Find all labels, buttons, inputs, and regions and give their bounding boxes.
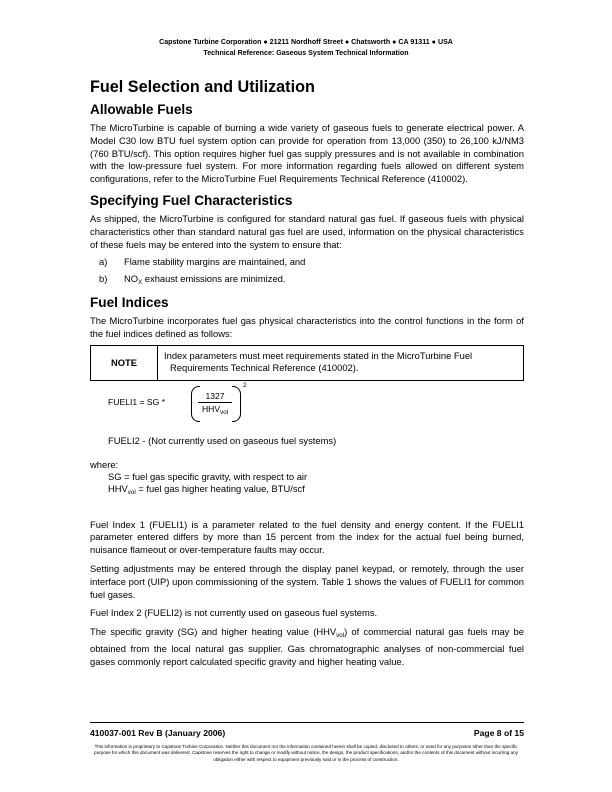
note-text: Index parameters must meet requirements stated in the MicroTurbine Fuel Requirements Technical Reference (410002).: [164, 349, 473, 373]
list-item: [90, 273, 524, 290]
fueli1-paragraph: Fuel Index 1 (FUELI1) is a parameter related to the fuel density and energy content. If the FUELI1 parameter entered differs by more than 15 percent from the index for the actual fuel being burned, nuisance flameout or over-temperature faults may occur.: [90, 518, 524, 556]
right-paren: [232, 386, 241, 422]
fuel-indices-paragraph: The MicroTurbine incorporates fuel gas physical characteristics into the control functions in the form of the fuel indices defined as follows:: [90, 314, 524, 339]
requirements-list: [90, 256, 524, 290]
header-subtitle: Technical Reference: Gaseous System Technical Information: [203, 49, 409, 57]
fueli1-equation: [90, 381, 524, 427]
list-text: Flame stability margins are maintained, and: [124, 256, 306, 268]
footer-page-number: Page 8 of 15: [473, 728, 524, 738]
footer-doc-id: 410037-001 Rev B (January 2006): [90, 728, 226, 738]
list-text: $NO_X$ exhaust emissions are minimized.: [124, 273, 286, 287]
fraction-denominator: $HHV_{vol}$: [201, 403, 229, 416]
note-label: NOTE: [91, 346, 158, 380]
equation-left: FUELI1 = SG *: [108, 396, 166, 407]
page-title: Fuel Selection and Utilization: [90, 78, 315, 96]
list-marker: b): [99, 273, 108, 285]
equation-exponent: 2: [243, 381, 247, 389]
where-hhv: $HHV_{vol}$ = fuel gas higher heating value, BTU/scf: [108, 482, 305, 496]
allowable-fuels-paragraph: The MicroTurbine is capable of burning a wide variety of gaseous fuels to generate electrical power. A Model C30 low BTU fuel system option can provide for operation from 13,000 (350) to 26,100 kJ/NM3 (760 BTU/scf). This option requires higher fuel gas supply pressures and is not available in combination with the low-pressure fuel system. For more information regarding fuels allowed on different system configurations, refer to the MicroTurbine Fuel Requirements Technical Reference (410002).: [90, 122, 524, 185]
main-content: [90, 77, 524, 669]
where-block: [90, 459, 524, 499]
heading-fuel-indices: Fuel Indices: [90, 294, 169, 310]
setting-adjustments-paragraph: Setting adjustments may be entered through the display panel keypad, or remotely, through the user interface port (UIP) upon commissioning of the system. Table 1 shows the values of FUELI1 for common fuel gases.: [90, 562, 524, 600]
specific-gravity-paragraph: The specific gravity (SG) and higher heating value $(HHV_{vol})$ of commercial natural gas fuels may be obtained from the local natural gas supplier. Gas chromatographic analyses of non-commercial fuel gases commonly report calculated specific gravity and higher heating value.: [90, 626, 524, 667]
footer-rule: [90, 722, 524, 723]
heading-allowable-fuels: Allowable Fuels: [90, 102, 193, 117]
where-sg: SG = fuel gas specific gravity, with respect to air: [108, 470, 308, 482]
list-item: [90, 256, 524, 269]
note-box: [90, 345, 524, 381]
page-header: [0, 37, 612, 59]
equation-fraction: [198, 391, 232, 418]
specifying-fuel-paragraph: As shipped, the MicroTurbine is configured for standard natural gas fuel. If gaseous fuels with physical characteristics other than standard natural gas fuel are used, information on the physical characteristics of these fuels may be entered into the system to ensure that:: [90, 212, 524, 250]
heading-specifying-fuel: Specifying Fuel Characteristics: [90, 192, 293, 208]
where-label: where:: [90, 458, 119, 470]
header-address: Capstone Turbine Corporation ● 21211 Nordhoff Street ● Chatsworth ● CA 91311 ● USA: [159, 38, 453, 46]
fueli2-paragraph: Fuel Index 2 (FUELI2) is not currently used on gaseous fuel systems.: [90, 607, 378, 619]
fueli2-line: FUELI2 - (Not currently used on gaseous fuel systems): [108, 434, 337, 446]
list-marker: a): [99, 256, 108, 268]
footer-disclaimer: This information is proprietary to Capstone Turbine Corporation. Neither this document nor the information contained herein shall be copied, disclosed to others, or used for any purposes other than the specific purpose for which this document was delivered. Capstone reserves the right to change or modify without notice, the design, the product specifications, and/or the contents of this document without incurring any obligation either with respect to equipment previously sold or in the process of construction.: [94, 744, 518, 762]
fraction-numerator: 1327: [198, 391, 232, 403]
